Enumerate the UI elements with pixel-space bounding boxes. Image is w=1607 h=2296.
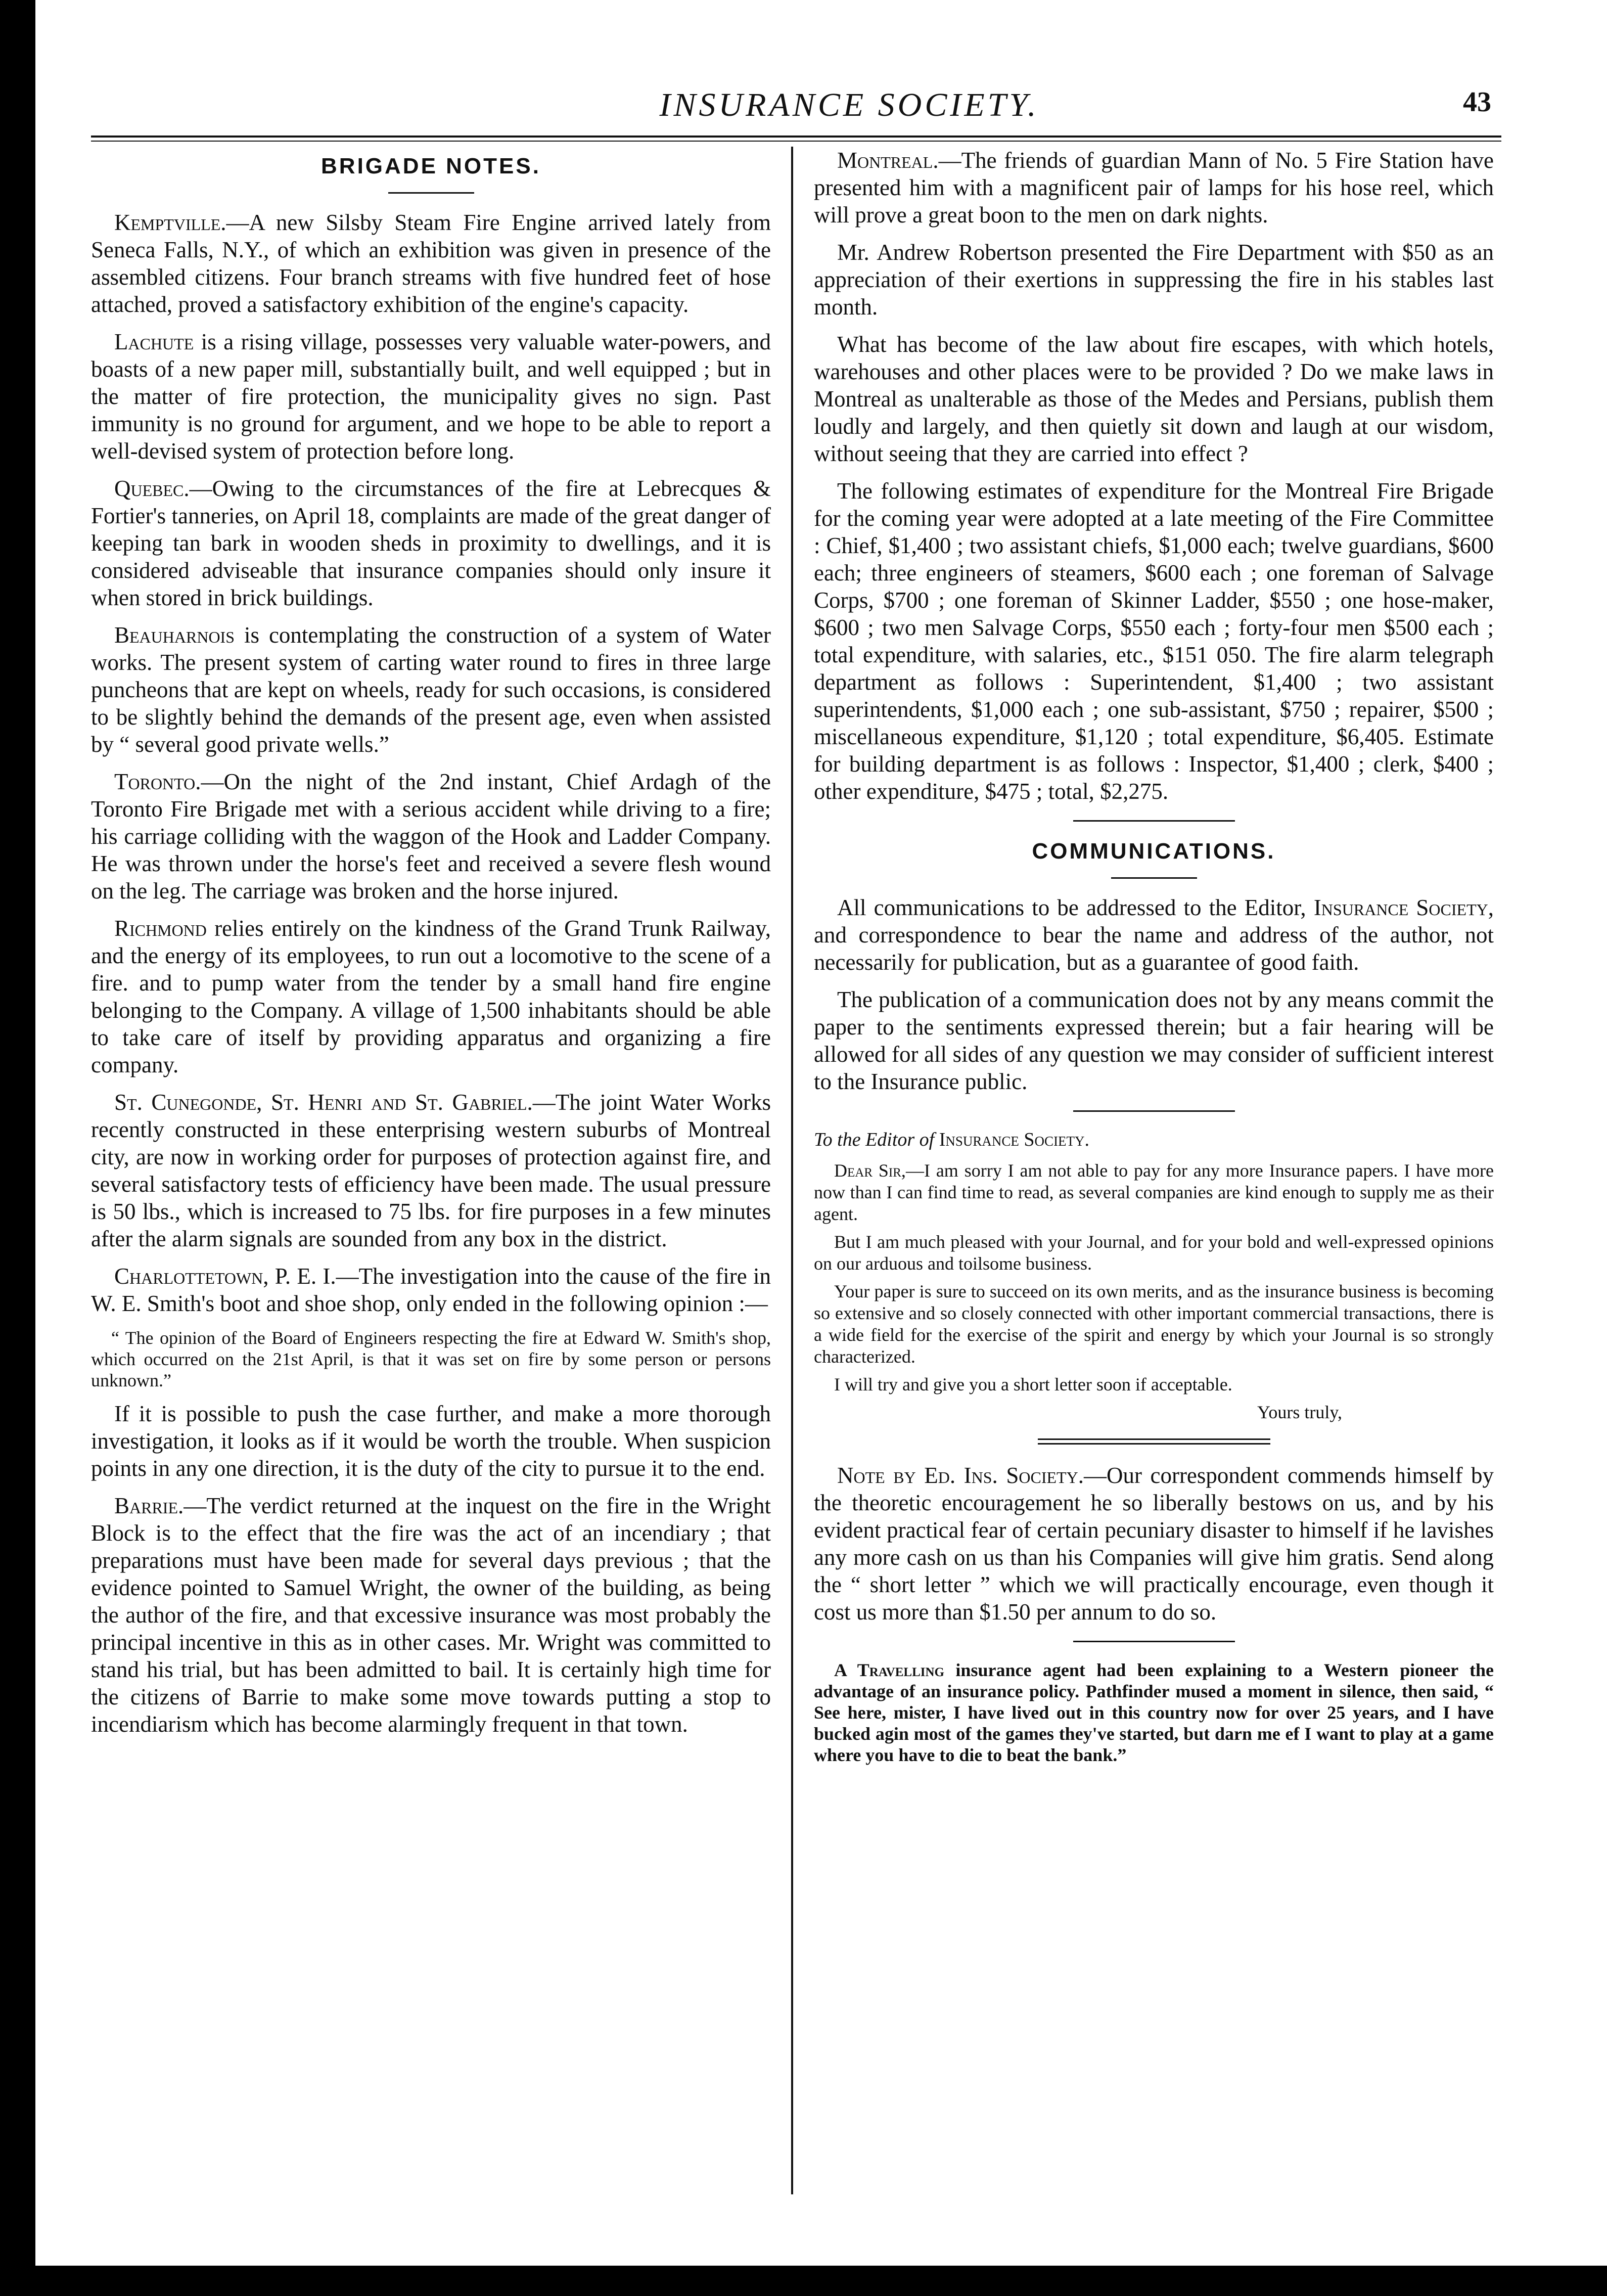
communications-notice bbox=[814, 894, 1494, 976]
article-st-cunegonde bbox=[91, 1089, 771, 1252]
article-fire-escapes: What has become of the law about fire escapes, with which hotels, warehouses and other places were to be provided ? Do we make laws in Montreal as unalterable as those of the Medes and Persians, publish them loudly and largely, and then quietly sit down and laugh at our wisdom, without seeing that they are carried into effect ? bbox=[814, 332, 1494, 466]
note-lead: Note by Ed. Ins. Society. bbox=[837, 1463, 1084, 1488]
notice-text: , and correspondence to bear the name and address of the author, not necessarily for publication, but as a guarantee of good faith. bbox=[814, 895, 1494, 975]
article-charlottetown bbox=[91, 1263, 771, 1317]
article-lead: Richmond bbox=[114, 916, 207, 941]
article-lead: Toronto. bbox=[114, 769, 201, 794]
article-lead: Charlottetown bbox=[114, 1264, 263, 1289]
brigade-notes-title: BRIGADE NOTES. bbox=[321, 154, 541, 178]
double-rule bbox=[1038, 1438, 1270, 1445]
page-number: 43 bbox=[1463, 86, 1491, 118]
article-text: —The joint Water Works recently constructed in these enterprising western suburbs of Montreal city, are now in working order for purposes of protection against fire, and several satisfactory tests of efficiency have been made. The usual pressure is 50 lbs., which is increased to 75 lbs. for fire purposes in a few minutes after the alarm signals are sounded from any box in the district. bbox=[91, 1090, 771, 1251]
title-rule bbox=[1111, 877, 1197, 879]
section-rule bbox=[1073, 1641, 1235, 1642]
title-rule bbox=[388, 192, 474, 194]
anecdote bbox=[814, 1659, 1494, 1766]
anecdote-lead: A Travelling bbox=[834, 1660, 944, 1680]
header-rule bbox=[91, 136, 1501, 142]
journal-name: Insurance Society. bbox=[939, 1129, 1090, 1150]
article-text: —A new Silsby Steam Fire Engine arrived lately from Seneca Falls, N.Y., of which an exhibition was given in presence of the assembled citizens. Four branch streams with five hundred feet of hose attached, proved a satisfactory exhibition of the engine's capacity. bbox=[91, 210, 771, 317]
running-title: INSURANCE SOCIETY. bbox=[659, 86, 1039, 123]
article-text: —The verdict returned at the inquest on the fire in the Wright Block is to the effect that the fire was the act of an incendiary ; that preparations must have been made for several days previous ; that the evidence pointed to Samuel Wright, the owner of the building, as being the author of the fire, and that excessive insurance was most probably the principal incentive in this as in other cases. Mr. Wright was committed to stand his trial, but has been admitted to bail. It is certainly high time for the citizens of Barrie to make some move towards putting a stop to incendiarism which has become alarmingly frequent in that town. bbox=[91, 1493, 771, 1737]
editor-note bbox=[814, 1462, 1494, 1626]
section-rule bbox=[1073, 820, 1235, 822]
article-text: .—Owing to the circumstances of the fire at Lebrecques & Fortier's tanneries, on April 18, complaints are made of the great danger of keeping tan bark in wooden sheds in proximity to dwellings, and it is considered adviseable that insurance companies should only insure it when stored in brick buildings. bbox=[91, 476, 771, 610]
letter-addressee bbox=[814, 1129, 1494, 1151]
article-beauharnois bbox=[91, 621, 771, 758]
article-lead: Lachute bbox=[114, 329, 194, 354]
article-text: —The friends of guardian Mann of No. 5 Fire Station have presented him with a magnificent pair of lamps for his hose reel, which will prove a great boon to the men on dark nights. bbox=[814, 148, 1494, 228]
column-divider bbox=[791, 147, 793, 2194]
article-lachute bbox=[91, 328, 771, 465]
article-montreal bbox=[814, 147, 1494, 229]
anecdote-text: insurance agent had been explaining to a Western pioneer the advantage of an insurance policy. Pathfinder mused a moment in silence, then said, “ See here, mister, I have lived out in this country now for over 25 years, and I have bucked agin most of the games they've started, but darn me ef I want to play at a game where you have to die to beat the bank.” bbox=[814, 1660, 1494, 1765]
article-richmond bbox=[91, 915, 771, 1078]
article-text: is a rising village, possesses very valuable water-powers, and boasts of a new paper mill, substantially built, and well equipped ; but in the matter of fire protection, the municipality gives no sign. Past immunity is no ground for argument, and we hope to be able to report a well-devised system of protection before long. bbox=[91, 329, 771, 464]
scan-border-bottom bbox=[0, 2266, 1607, 2296]
document-page bbox=[91, 76, 1501, 2225]
article-lead: Kemptville. bbox=[114, 210, 226, 235]
article-robertson: Mr. Andrew Robertson presented the Fire Department with $50 as an appreciation of their exertions in suppressing the fire in his stables last month. bbox=[814, 240, 1494, 320]
engineers-quote: “ The opinion of the Board of Engineers respecting the fire at Edward W. Smith's shop, which occurred on the 21st April, is that it was set on fire by some person or persons unknown.” bbox=[91, 1328, 771, 1390]
article-quebec bbox=[91, 475, 771, 611]
article-lead: Montreal. bbox=[837, 148, 939, 173]
article-text: , P. E. I.—The investigation into the cause of the fire in W. E. Smith's boot and shoe shop, only ended in the following opinion :— bbox=[91, 1264, 771, 1316]
article-lead: Beauharnois bbox=[114, 622, 235, 648]
letter-paragraph: Your paper is sure to succeed on its own merits, and as the insurance business is becoming so extensive and so closely connected with other important commercial transactions, there is a wide field for the exercise of the spirit and energy by which your Journal is so strongly characterized. bbox=[814, 1281, 1494, 1367]
communications-disclaimer: The publication of a communication does not by any means commit the paper to the sentiments expressed therein; but a fair hearing will be allowed for all sides of any question we may consider of sufficient interest to the Insurance public. bbox=[814, 987, 1494, 1094]
section-rule bbox=[1073, 1110, 1235, 1112]
letter-paragraph: But I am much pleased with your Journal, and for your bold and well-expressed opinions on our arduous and toilsome business. bbox=[814, 1232, 1494, 1274]
article-charlottetown-followup: If it is possible to push the case further, and make a more thorough investigation, it looks as if it would be worth the trouble. When suspicion points in any one direction, it is the duty of the city to pursue it to the end. bbox=[91, 1401, 771, 1481]
letter-paragraph bbox=[814, 1160, 1494, 1225]
addressee-text: To the Editor of bbox=[814, 1129, 939, 1150]
article-lead: Barrie. bbox=[114, 1493, 184, 1518]
article-lead: Quebec bbox=[114, 476, 184, 501]
article-estimates: The following estimates of expenditure for the Montreal Fire Brigade for the coming year were adopted at a late meeting of the Fire Committee : Chief, $1,400 ; two assistant chiefs, $1,000 each; twelve guardians, $600 each; three engineers of steamers, $600 each ; one foreman of Salvage Corps, $700 ; one foreman of Skinner Ladder, $550 ; one hose-maker, $600 ; two men Salvage Corps, $550 each ; forty-four men $500 each ; total expenditure, with salaries, etc., $151 050. The fire alarm telegraph department as follows : Superintendent, $1,400 ; two assistant superintendents, $1,000 each ; one sub-assistant, $750 ; repairer, $500 ; miscellaneous expenditure, $1,120 ; total expenditure, $6,405. Estimate for building department is as follows : Inspector, $1,400 ; clerk, $400 ; other expenditure, $475 ; total, $2,275. bbox=[814, 478, 1494, 804]
right-column bbox=[814, 147, 1494, 1776]
article-text: relies entirely on the kindness of the Grand Trunk Railway, and the energy of its employees, to run out a locomotive to the scene of a fire. and to pump water from the tender by a small hand fire engine belonging to the Company. A village of 1,500 inhabitants should be able to take care of itself by providing apparatus and organizing a fire company. bbox=[91, 916, 771, 1077]
article-lead: St. Cunegonde, St. Henri and St. Gabriel. bbox=[114, 1090, 533, 1115]
journal-name: Insurance Society bbox=[1313, 895, 1488, 920]
notice-text: All communications to be addressed to the Editor, bbox=[837, 895, 1314, 920]
letter-paragraph: I will try and give you a short letter soon if acceptable. bbox=[834, 1374, 1232, 1394]
article-kemptville bbox=[91, 209, 771, 318]
left-column bbox=[91, 147, 771, 1748]
letter-to-editor bbox=[814, 1129, 1494, 1423]
article-toronto bbox=[91, 768, 771, 905]
scan-border-left bbox=[0, 0, 35, 2296]
communications-title: COMMUNICATIONS. bbox=[1032, 839, 1276, 864]
letter-closing: Yours truly, bbox=[1257, 1402, 1342, 1422]
article-text: —On the night of the 2nd instant, Chief Ardagh of the Toronto Fire Brigade met with a serious accident while driving to a fire; his carriage colliding with the waggon of the Hook and Ladder Company. He was thrown under the horse's feet and received a severe flesh wound on the leg. The carriage was broken and the horse injured. bbox=[91, 769, 771, 904]
note-text: —Our correspondent commends himself by the theoretic encouragement he so liberally bestows on us, and by his evident practical fear of certain pecuniary disaster to himself if he lavishes any more cash on us than his Companies will give him gratis. Send along the “ short letter ” which we will practically encourage, even though it cost us more than $1.50 per annum to do so. bbox=[814, 1463, 1494, 1625]
letter-text: —I am sorry I am not able to pay for any more Insurance papers. I have more now than I can find time to read, as several companies are kind enough to supply me as their agent. bbox=[814, 1160, 1494, 1224]
letter-salutation: Dear Sir, bbox=[834, 1160, 906, 1181]
article-barrie bbox=[91, 1492, 771, 1738]
article-text: is contemplating the construction of a system of Water works. The present system of carting water round to fires in three large puncheons that are kept on wheels, ready for such occasions, is considered to be slightly behind the demands of the present age, even when assisted by “ several good private wells.” bbox=[91, 622, 771, 757]
